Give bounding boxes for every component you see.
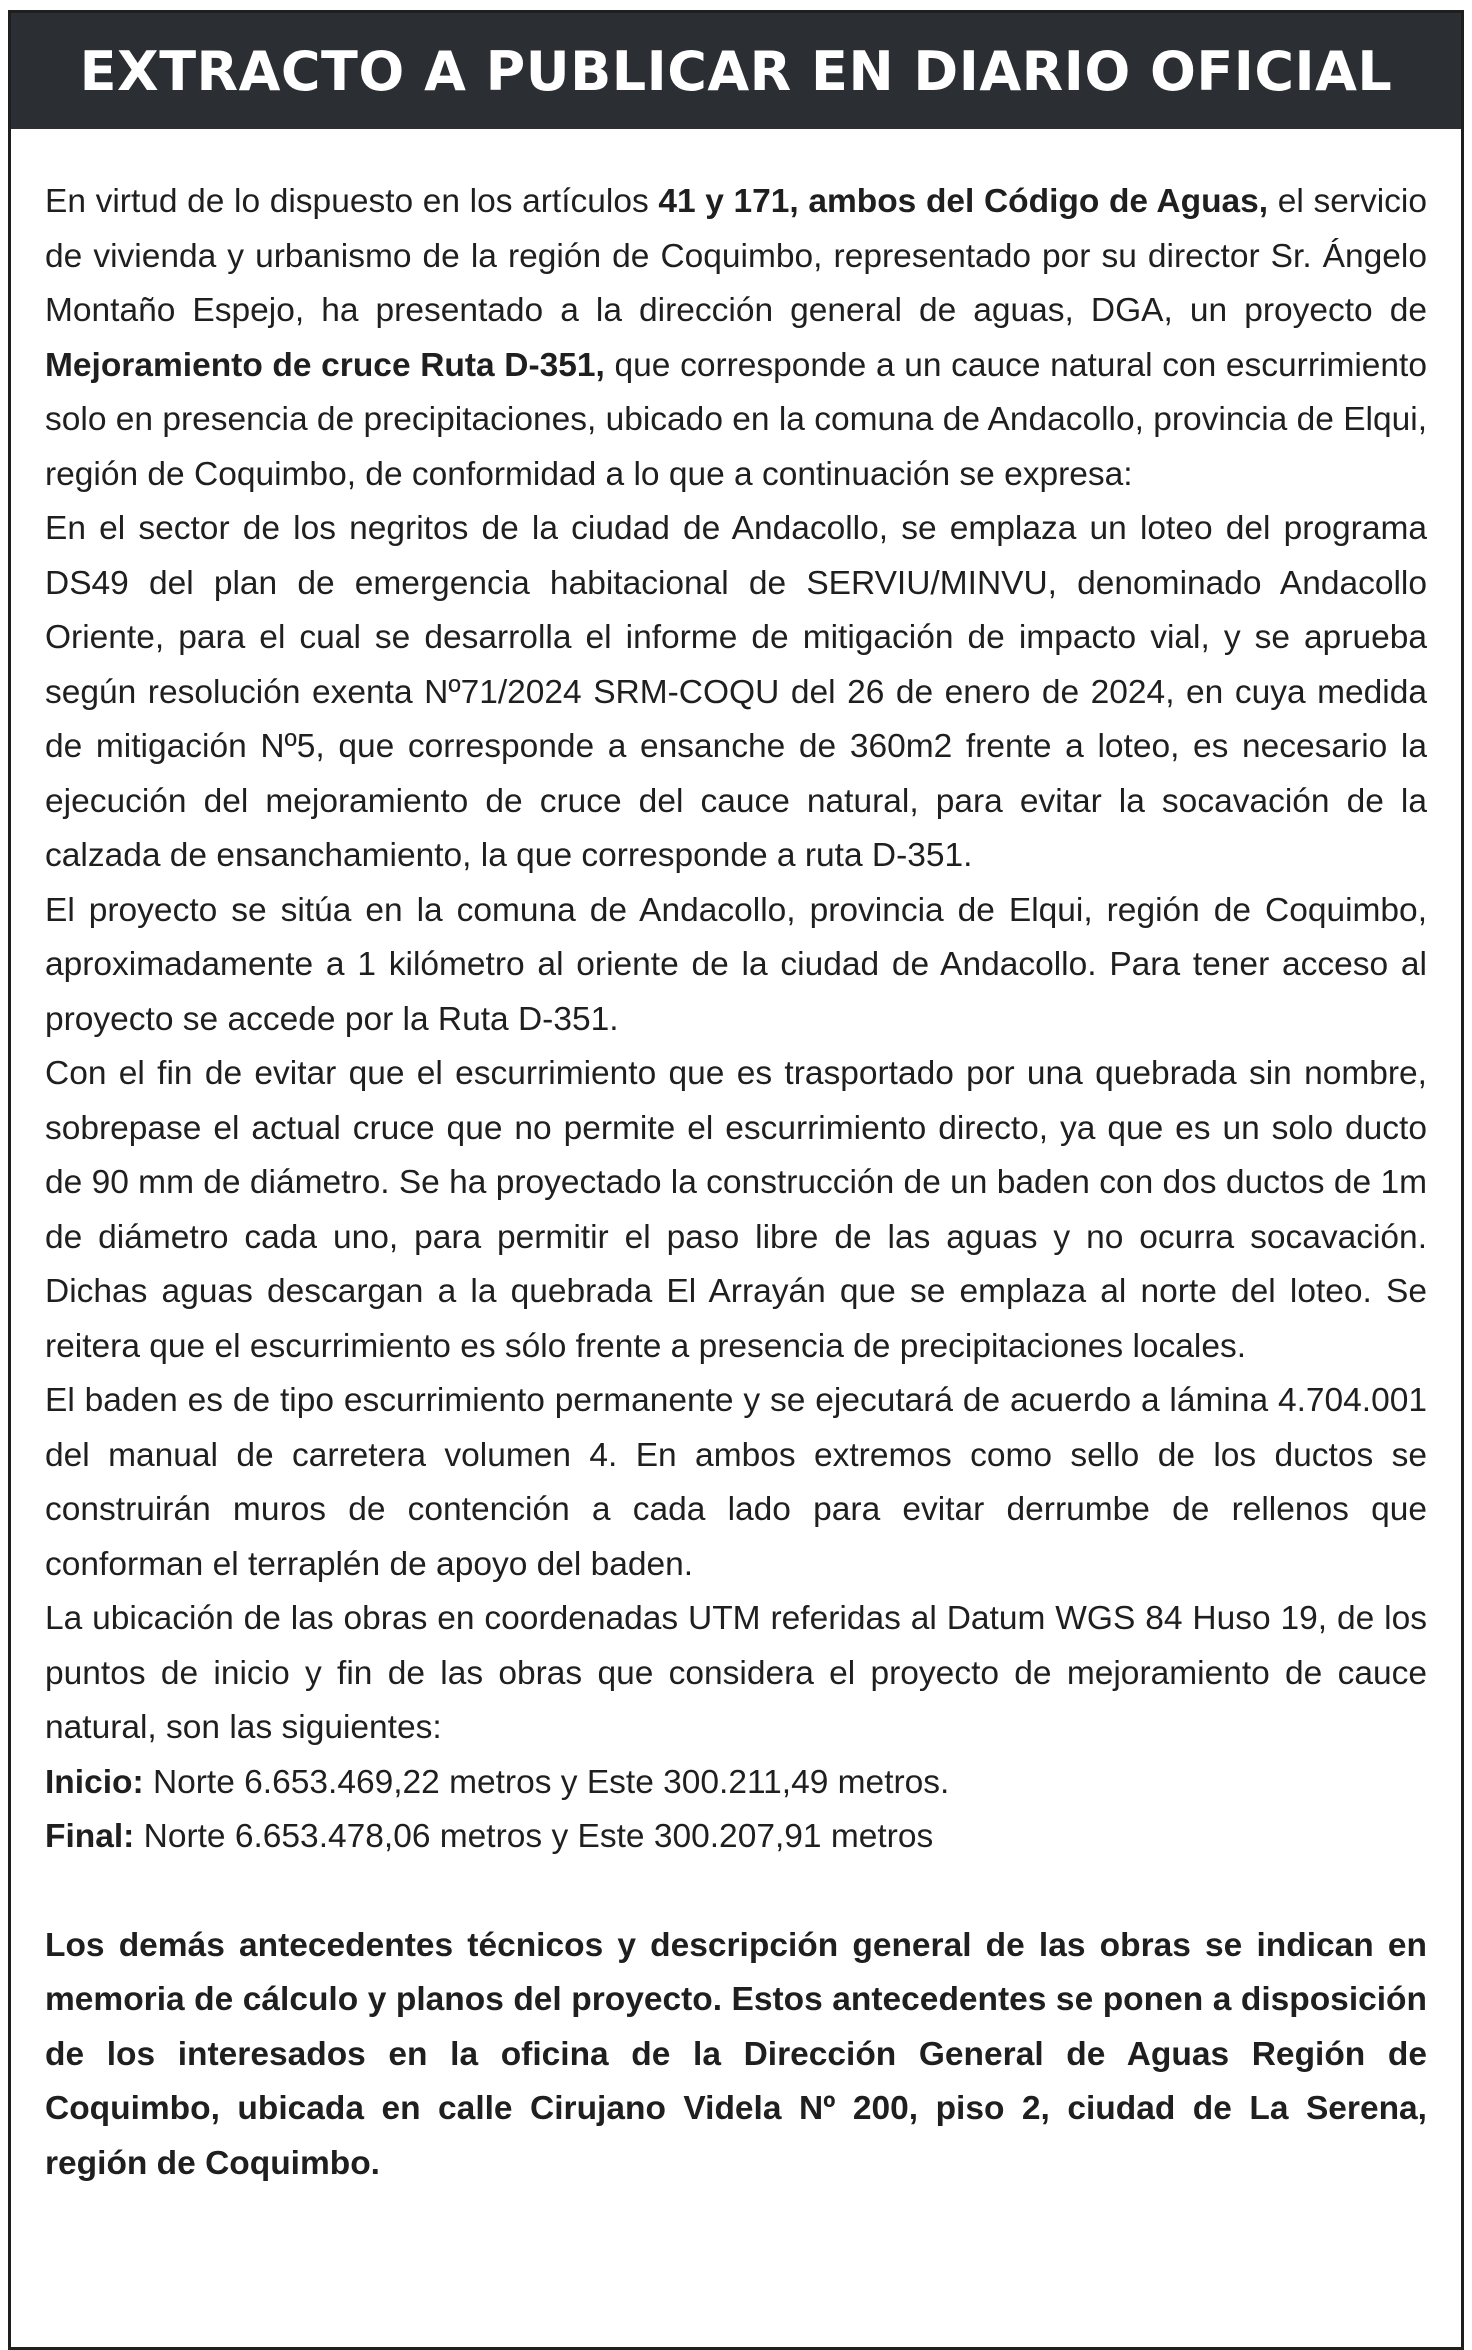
notice-title: EXTRACTO A PUBLICAR EN DIARIO OFICIAL bbox=[79, 39, 1393, 103]
paragraph-location: El proyecto se sitúa en la comuna de Andacollo, provincia de Elqui, región de Coquimbo, aproximadamente a 1 kilómetro al oriente de la ciudad de Andacollo. Para tener acceso al proyecto se accede por la Ruta D-351. bbox=[45, 891, 1427, 1038]
intro-text-2: el servicio de vivienda y urbanismo de la región de Coquimbo, representado por su director Sr. Ángelo Montaño Espejo, ha presentado a la dirección general de aguas, DGA, un proyecto de bbox=[45, 183, 1428, 329]
intro-articles-bold: 41 y 171, ambos del Código de Aguas, bbox=[658, 183, 1269, 220]
paragraph-closing: Los demás antecedentes técnicos y descripción general de las obras se indican en memoria de cálculo y planos del proyecto. Estos antecedentes se ponen a disposición de los interesados en la oficina de la Dirección General de Aguas Región de Coquimbo, ubicada en calle Cirujano Videla Nº 200, piso 2, ciudad de La Serena, región de Coquimbo. bbox=[45, 1926, 1427, 2182]
intro-text-3: que corresponde a un cauce natural con escurrimiento solo en presencia de precipitaciones, ubicado en la comuna de Andacollo, provincia de Elqui, región de Coquimbo, de conformidad a lo que a continuación se expresa: bbox=[45, 346, 1427, 493]
coordinate-start-value: Norte 6.653.469,22 metros y Este 300.211,49 metros. bbox=[143, 1763, 950, 1801]
paragraph-baden: El baden es de tipo escurrimiento permanente y se ejecutará de acuerdo a lámina 4.704.001 del manual de carretera volumen 4. En ambos extremos como sello de los ductos se construirán muros de contención a cada lado para evitar derrumbe de rellenos que conforman el terraplén de apoyo del baden. bbox=[45, 1382, 1427, 1583]
coordinate-end-value: Norte 6.653.478,06 metros y Este 300.207,91 metros bbox=[134, 1818, 934, 1855]
coordinate-end-label: Final: bbox=[45, 1818, 135, 1855]
notice-body bbox=[11, 129, 1461, 2191]
coordinate-end bbox=[45, 1810, 1427, 1865]
notice-frame bbox=[8, 10, 1464, 2350]
header-banner bbox=[11, 13, 1461, 129]
intro-project-bold: Mejoramiento de cruce Ruta D-351, bbox=[45, 346, 605, 384]
paragraph-utm: La ubicación de las obras en coordenadas UTM referidas al Datum WGS 84 Huso 19, de los puntos de inicio y fin de las obras que considera el proyecto de mejoramiento de cauce natural, son las siguientes: bbox=[45, 1600, 1427, 1746]
intro-text-1: En virtud de lo dispuesto en los artículos bbox=[45, 183, 659, 220]
coordinate-start bbox=[45, 1756, 1427, 1811]
paragraph-purpose: Con el fin de evitar que el escurrimiento que es trasportado por una quebrada sin nombre, sobrepase el actual cruce que no permite el escurrimiento directo, ya que es un solo ducto de 90 mm de diámetro. Se ha proyectado la construcción de un baden con dos ductos de 1m de diámetro cada uno, para permitir el paso libre de las aguas y no ocurra socavación. Dichas aguas descargan a la quebrada El Arrayán que se emplaza al norte del loteo. Se reitera que el escurrimiento es sólo frente a presencia de precipitaciones locales. bbox=[45, 1055, 1427, 1365]
coordinate-start-label: Inicio: bbox=[45, 1763, 144, 1801]
paragraph-sector: En el sector de los negritos de la ciudad de Andacollo, se emplaza un loteo del programa DS49 del plan de emergencia habitacional de SERVIU/MINVU, denominado Andacollo Oriente, para el cual se desarrolla el informe de mitigación de impacto vial, y se aprueba según resolución exenta Nº71/2024 SRM-COQU del 26 de enero de 2024, en cuya medida de mitigación Nº5, que corresponde a ensanche de 360m2 frente a loteo, es necesario la ejecución del mejoramiento de cruce del cauce natural, para evitar la socavación de la calzada de ensanchamiento, la que corresponde a ruta D-351. bbox=[45, 510, 1427, 874]
paragraph-intro bbox=[45, 175, 1427, 502]
